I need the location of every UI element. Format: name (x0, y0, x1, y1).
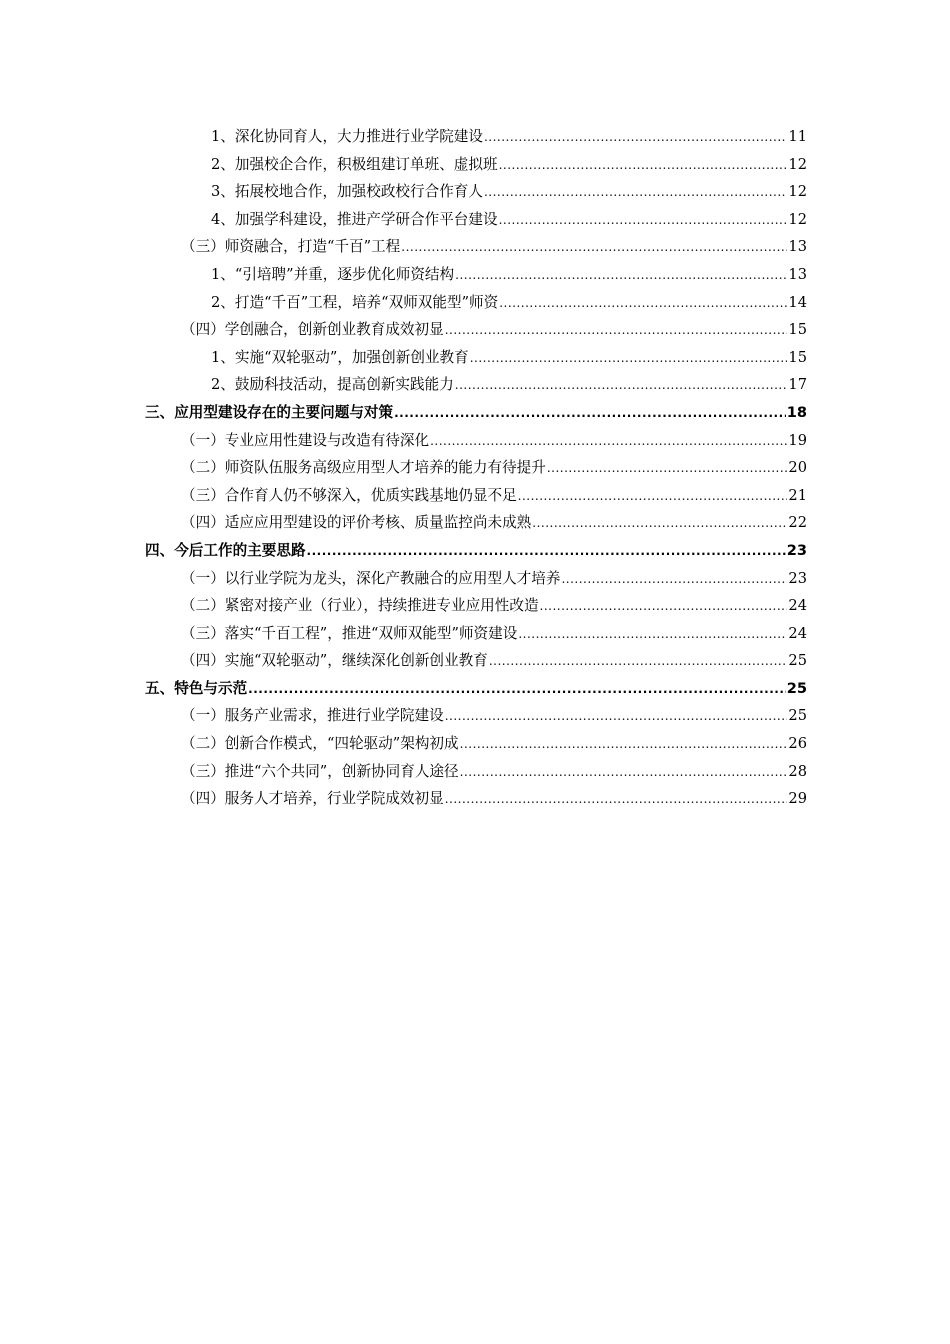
toc-dot-leader (455, 262, 787, 290)
toc-dot-leader (499, 152, 788, 180)
toc-entry-title: 2、打造“千百”工程，培养“双师双能型”师资 (211, 293, 499, 311)
toc-entry[interactable] (145, 178, 807, 206)
toc-entry-title: 3、拓展校地合作，加强校政校行合作育人 (211, 183, 483, 201)
toc-dot-leader (518, 621, 787, 649)
toc-chapter-entry[interactable] (145, 537, 807, 565)
toc-entry-page: 21 (788, 486, 807, 504)
toc-entry-page: 20 (788, 459, 807, 477)
toc-dot-leader (460, 759, 788, 787)
toc-entry-title: （二）师资队伍服务高级应用型人才培养的能力有待提升 (181, 459, 546, 477)
toc-entry[interactable] (145, 565, 807, 593)
toc-entry[interactable] (145, 427, 807, 455)
toc-entry-page: 19 (788, 431, 807, 449)
toc-entry-title: （四）服务人才培养，行业学院成效初显 (181, 790, 444, 808)
toc-entry-title: （二）创新合作模式，“四轮驱动”架构初成 (181, 735, 459, 753)
toc-entry-page: 12 (788, 210, 807, 228)
toc-dot-leader (484, 179, 787, 207)
toc-entry-page: 25 (788, 652, 807, 670)
toc-entry-page: 11 (788, 128, 807, 145)
toc-entry[interactable] (145, 123, 807, 151)
toc-entry-page: 25 (788, 707, 807, 725)
toc-entry-page: 28 (788, 762, 807, 780)
toc-dot-leader (401, 234, 787, 262)
toc-dot-leader (248, 676, 786, 704)
toc-entry-title: （四）实施“双轮驱动”，继续深化创新创业教育 (181, 652, 488, 670)
toc-entry-title: （三）推进“六个共同”，创新协同育人途径 (181, 762, 459, 780)
toc-entry[interactable] (145, 592, 807, 620)
toc-entry-title: 1、实施“双轮驱动”，加强创新创业教育 (211, 348, 469, 366)
toc-dot-leader (532, 510, 787, 538)
toc-entry-page: 24 (788, 597, 807, 615)
toc-entry[interactable] (145, 289, 807, 317)
toc-dot-leader (540, 593, 788, 621)
toc-dot-leader (445, 786, 788, 814)
toc-entry-title: 三、应用型建设存在的主要问题与对策 (145, 403, 394, 421)
toc-dot-leader (499, 207, 788, 235)
toc-dot-leader (518, 483, 788, 511)
toc-entry[interactable] (145, 620, 807, 648)
toc-entry-title: 2、鼓励科技活动，提高创新实践能力 (211, 376, 454, 394)
toc-entry-page: 29 (788, 790, 807, 808)
toc-entry-title: 2、加强校企合作，积极组建订单班、虚拟班 (211, 155, 498, 173)
toc-entry-title: 五、特色与示范 (145, 679, 248, 697)
toc-chapter-entry[interactable] (145, 399, 807, 427)
toc-entry-page: 12 (788, 155, 807, 173)
toc-entry[interactable] (145, 371, 807, 399)
toc-entry[interactable] (145, 151, 807, 179)
toc-entry-page: 22 (788, 514, 807, 532)
toc-entry-title: 1、“引培聘”并重，逐步优化师资结构 (211, 265, 455, 283)
toc-dot-leader (547, 455, 788, 483)
toc-entry[interactable] (145, 647, 807, 675)
toc-dot-leader (445, 317, 788, 345)
toc-entry-page: 13 (788, 238, 807, 256)
toc-entry-page: 23 (786, 541, 807, 559)
toc-entry-page: 26 (788, 735, 807, 753)
toc-dot-leader (470, 345, 788, 373)
toc-entry-title: （三）落实“千百工程”，推进“双师双能型”师资建设 (181, 624, 518, 642)
toc-entry[interactable] (145, 206, 807, 234)
toc-dot-leader (484, 124, 787, 152)
toc-entry-page: 12 (788, 183, 807, 201)
toc-entry[interactable] (145, 344, 807, 372)
table-of-contents (145, 123, 807, 813)
toc-entry-page: 17 (788, 376, 807, 394)
toc-dot-leader (430, 428, 787, 456)
toc-entry[interactable] (145, 233, 807, 261)
toc-entry-page: 18 (786, 403, 807, 421)
toc-dot-leader (394, 400, 786, 428)
toc-entry[interactable] (145, 509, 807, 537)
toc-dot-leader (460, 731, 788, 759)
toc-entry-title: （一）以行业学院为龙头，深化产教融合的应用型人才培养 (181, 569, 561, 587)
toc-entry-title: （一）服务产业需求，推进行业学院建设 (181, 707, 444, 725)
toc-entry-page: 15 (788, 348, 807, 366)
toc-dot-leader (561, 566, 787, 594)
toc-entry-page: 15 (788, 321, 807, 339)
toc-entry[interactable] (145, 454, 807, 482)
toc-dot-leader (489, 648, 788, 676)
toc-entry-title: （三）师资融合，打造“千百”工程 (181, 238, 401, 256)
toc-entry-title: （一）专业应用性建设与改造有待深化 (181, 431, 430, 449)
toc-dot-leader (307, 538, 786, 566)
toc-entry-page: 24 (788, 624, 807, 642)
toc-entry-title: （四）学创融合，创新创业教育成效初显 (181, 321, 444, 339)
toc-entry-title: （三）合作育人仍不够深入，优质实践基地仍显不足 (181, 486, 517, 504)
toc-entry-title: （二）紧密对接产业（行业），持续推进专业应用性改造 (181, 597, 539, 615)
toc-entry[interactable] (145, 316, 807, 344)
toc-entry-page: 23 (788, 569, 807, 587)
toc-entry-page: 14 (788, 293, 807, 311)
toc-entry-title: （四）适应应用型建设的评价考核、质量监控尚未成熟 (181, 514, 532, 532)
toc-dot-leader (445, 703, 788, 731)
toc-entry[interactable] (145, 730, 807, 758)
toc-entry[interactable] (145, 702, 807, 730)
toc-entry-page: 25 (786, 679, 807, 697)
toc-dot-leader (499, 290, 787, 318)
toc-entry[interactable] (145, 758, 807, 786)
toc-entry[interactable] (145, 482, 807, 510)
toc-dot-leader (455, 372, 788, 400)
toc-entry-page: 13 (788, 265, 807, 283)
toc-entry-title: 四、今后工作的主要思路 (145, 541, 306, 559)
toc-entry-title: 4、加强学科建设，推进产学研合作平台建设 (211, 210, 498, 228)
toc-entry-title: 1、深化协同育人，大力推进行业学院建设 (211, 128, 483, 145)
toc-chapter-entry[interactable] (145, 675, 807, 703)
toc-entry[interactable] (145, 785, 807, 813)
toc-entry[interactable] (145, 261, 807, 289)
